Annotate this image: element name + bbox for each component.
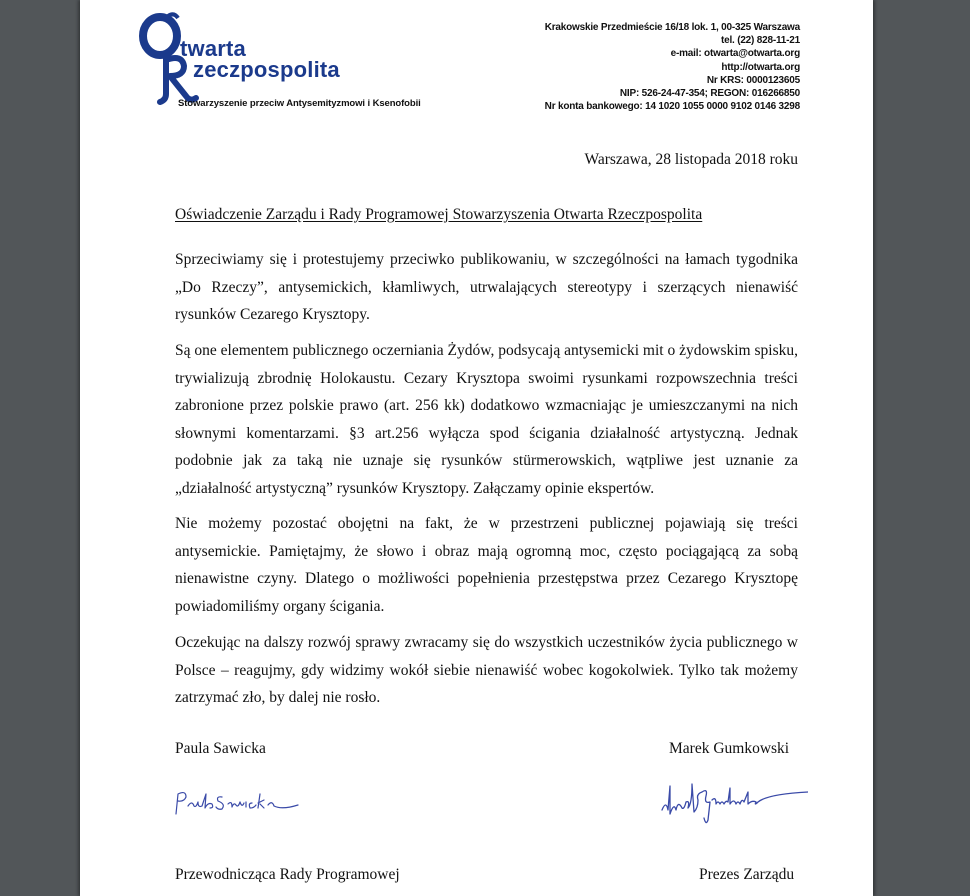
paragraph-3: Nie możemy pozostać obojętni na fakt, że w przestrzeni publicznej pojawiają się treści antysemickie. Pamiętajmy, że słowo i obraz mają ogromną moc, często pociągającą za sobą nienawistne czyny. Dlatego o możliwości popełnienia przestępstwa przez Cezarego Krysztopę powiadomiliśmy organy ścigania.	[175, 515, 798, 615]
contact-website: http://otwarta.org	[721, 61, 800, 73]
logo-word-otwarta: twarta	[180, 36, 246, 61]
signatory-role-left: Przewodnicząca Rady Programowej	[175, 866, 400, 883]
logo-word-rzeczpospolita: zeczpospolita	[193, 57, 340, 82]
handwritten-signature-icon	[658, 780, 808, 830]
signatory-name-right: Marek Gumkowski	[669, 740, 790, 757]
handwritten-signature-icon	[172, 788, 302, 818]
signatory-role-right: Prezes Zarządu	[699, 866, 795, 883]
contact-address: Krakowskie Przedmieście 16/18 lok. 1, 00-325 Warszawa	[544, 22, 800, 33]
contact-krs: Nr KRS: 0000123605	[706, 74, 800, 86]
paragraph-1: Sprzeciwiamy się i protestujemy przeciwko publikowaniu, w szczególności na łamach tygodnika „Do Rzeczy”, antysemickich, kłamliwych, utrwalających stereotypy i szerzących nienawiść rysunków Cezarego Krysztopy.	[175, 251, 798, 323]
document-title: Oświadczenie Zarządu i Rady Programowej Stowarzyszenia Otwarta Rzeczpospolita	[175, 206, 703, 223]
signatory-name-left: Paula Sawicka	[175, 740, 266, 757]
contact-nip-regon: NIP: 526-24-47-354; REGON: 016266850	[619, 88, 800, 100]
paragraph-4: Oczekując na dalszy rozwój sprawy zwracamy się do wszystkich uczestników życia publicznego w Polsce – reagujmy, gdy widzimy wokół siebie nienawiść wobec kogokolwiek. Tylko tak możemy zatrzymać zło, by dalej nie rosło.	[175, 634, 798, 706]
contact-bank-account: Nr konta bankowego: 14 1020 1055 0000 9102 0146 3298	[544, 101, 800, 113]
paragraph-2: Są one elementem publicznego oczerniania Żydów, podsycają antysemicki mit o żydowskim spisku, trywializują zbrodnię Holokaustu. Cezary Krysztopa swoimi rysunkami rozpowszechnia treści zabronione przez polskie prawo (art. 256 kk) dodatkowo wzmacniając je umieszczanymi na nich słownymi komentarzami. §3 art.256 wyłącza spod ścigania działalność artystyczną. Jednak podobnie jak za taką nie uznaje się rysunków stürmerowskich, wątpliwe jest uznanie za „działalność artystyczną” rysunków Krysztopy. Załączamy opinie ekspertów.	[175, 342, 798, 497]
document-page	[80, 0, 873, 896]
contact-email: e-mail: otwarta@otwarta.org	[670, 48, 800, 60]
organization-logo	[138, 10, 428, 110]
document-date: Warszawa, 28 listopada 2018 roku	[584, 151, 798, 168]
contact-phone: tel. (22) 828-11-21	[720, 35, 800, 47]
contact-block	[545, 21, 800, 113]
logo-tagline: Stowarzyszenie przeciw Antysemityzmowi i Ksenofobii	[178, 98, 421, 109]
